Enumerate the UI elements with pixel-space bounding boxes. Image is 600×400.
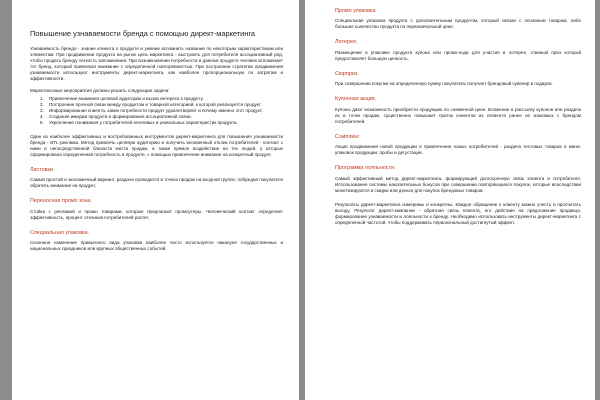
- section-heading: Листовки.: [30, 166, 55, 173]
- section-heading: Промо упаковка: [335, 8, 376, 14]
- tasks-intro: Маркетинговые мероприятия должны решить следующие задачи:: [30, 87, 170, 93]
- section-heading: Программа лояльности.: [335, 165, 396, 172]
- document-title: Повышение узнаваемости бренда с помощью директ-маркетинга: [30, 29, 256, 38]
- intro-paragraph: Узнаваемость бренда - знание клиента о продукте и умение вспомнить название по некоторым характеристикам или элементам. При продвижении продукта на рынок цель маркетинга - выстроить для потребителя ассоциативный ряд, чтобы продать бренду легкость запоминания. При возникновении потребности в данном продукте человек вспоминает тот бренд, который привлекал внимание с определенной повторяемостью. При построении стратегии продвижения узнаваемости используют инструменты директ-маркетинга, как наиболее пропорциональную по затратам и эффективности.: [30, 45, 283, 81]
- section-text: Стойка с рекламой и промо товарами, которые предлагают промоутеры. Человеческий контакт определяет эффективность, процент откликов потребителей растет.: [30, 208, 283, 220]
- list-item: 5. Укрепление понимания у потребителей ключевых и уникальных характеристик продукта.: [40, 119, 238, 125]
- section-text: Акция продвижения новой продукции и привлечения новых потребителей - раздача тестовых товаров и мини-упаковок продукции, пробы и дегустации.: [335, 144, 581, 156]
- section-heading: Сюрприз.: [335, 70, 359, 77]
- section-text: Купоны дают возможность приобрести продукцию по сниженной цене. Вложение в рассылку купонов или раздача их в точке продаж, существенно повышает приток клиентов из сегмента ранее не знакомых с брендом потребителей.: [335, 106, 581, 124]
- section-text: Сезонное изменение привычного вида упаковки наиболее часто используется накануне государственных и национальных праздников или крупных общественных событий.: [30, 240, 283, 252]
- list-item: 2. Построение прочной связи между продуктом и товарной категорией, к которой реализуется продукт.: [40, 101, 262, 107]
- section-text: Размещение в упаковке продукта купона или промо-кода для участия в лотерее, главный приз которой предоставляет большую ценность.: [335, 49, 581, 61]
- section-heading: Купонная акция.: [335, 96, 376, 103]
- section-text: Специальная упаковка продукта с дополнительным продуктом, который связан с основным товаром, либо большее количество продукта по первоначальной цене.: [335, 18, 581, 30]
- section-text: При совершении покупки на определенную сумму покупатель получает брендовый сувенир в подарок.: [335, 81, 553, 87]
- tasks-list: [30, 96, 283, 126]
- list-item: 3. Информирование клиента, какие потребности продукт удовлетворяет и почему именно этот продукт.: [40, 107, 263, 113]
- document-page-1: [12, 0, 299, 400]
- section-text: Самый простой и экономичный вариант, раздача проводится в точках продаж на входной группе, побуждая покупателя обратить внимание на продукт.: [30, 177, 283, 189]
- document-page-2: [305, 0, 595, 400]
- section-heading: Лотерея.: [335, 39, 358, 46]
- section-heading: Сэмплинг: [335, 133, 360, 140]
- btl-paragraph: Один из наиболее эффективных и востребованных инструментов директ-маркетинга для повышения узнаваемости бренда - BTL-реклама. Метод привлечь целевую аудиторию и получить мгновенный отклик потребителей - контакт с ними в непосредственной близости места продаж, а также прямое воздействие на тех людей, у которых сформирована определенная потребность в продукте, с помощью привлечения внимания на конкретный продукт.: [30, 133, 283, 157]
- section-text: Самый эффективный метод директ-маркетинга, формирующий долгосрочную связь клиента и потребителя. Использование системы накопительных бонусов при совершении повторяющихся покупок, которые впоследствии монетизируются в скидки или деньги для покупок брендовых товаров.: [335, 175, 581, 193]
- section-heading: Переносная промо зона.: [30, 198, 92, 205]
- closing-paragraph: Результаты директ-маркетинга измеримы и конкретны. Каждое обращение к клиенту можно учесть и просчитать выгоду. Результат директ-кампании - обратная связь клиента, его действие на предложение продавца, формирование узнаваемости и лояльности к бренду. Необходимо использовать инструменты директ-маркетинга с определенной частотой, чтобы поддерживать первоначальный достигнутый эффект.: [335, 201, 581, 225]
- list-item: 1. Привлечение внимания целевой аудитории и вызов интереса к продукту.: [40, 95, 204, 101]
- list-item: 4. Создание имиджа продукта и формирование ассоциативной связи.: [40, 113, 192, 119]
- section-heading: Специальная упаковка.: [30, 229, 90, 236]
